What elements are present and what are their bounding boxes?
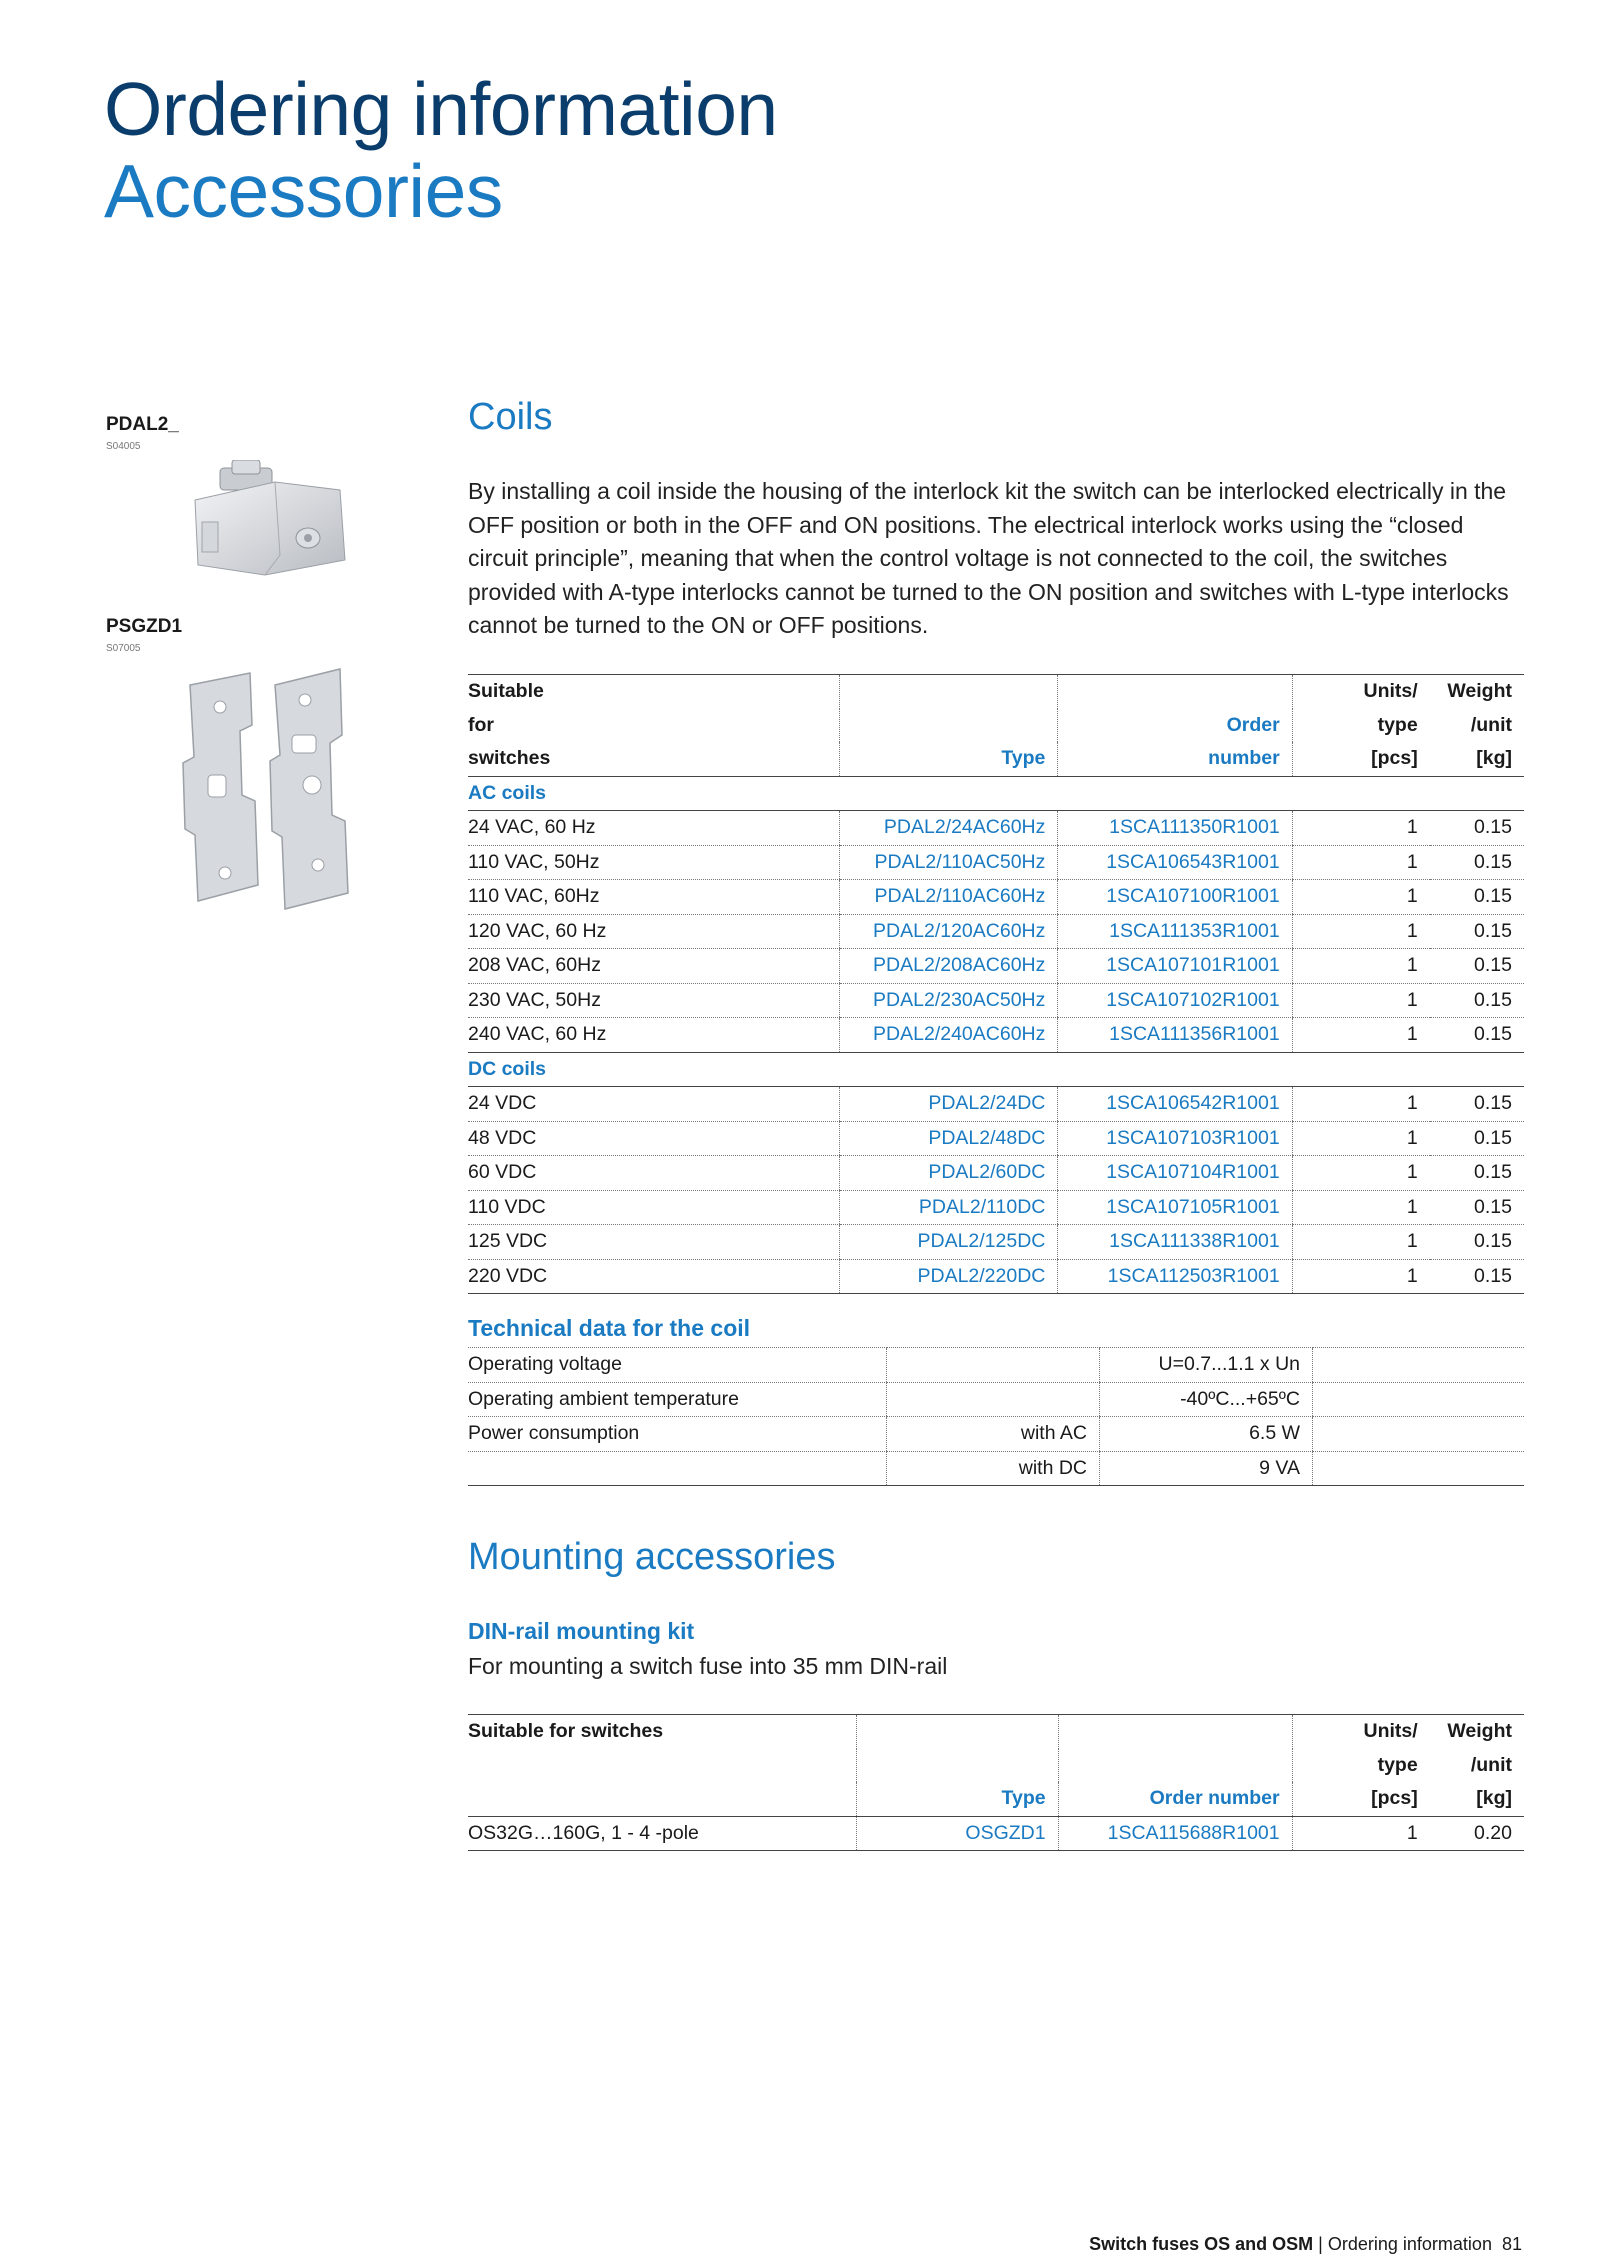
- page-title: Ordering information: [104, 67, 778, 151]
- cell-weight: 0.15: [1430, 1156, 1524, 1191]
- cell-type: PDAL2/48DC: [840, 1121, 1058, 1156]
- table-row: [468, 845, 1524, 880]
- cell-units: 1: [1292, 811, 1430, 846]
- footer-product: Switch fuses OS and OSM: [1089, 2234, 1314, 2254]
- cell-order-number: 1SCA107104R1001: [1058, 1156, 1292, 1191]
- cell-type: PDAL2/110AC50Hz: [840, 845, 1058, 880]
- page-footer: [1089, 2234, 1522, 2255]
- cell-order-number: 1SCA107103R1001: [1058, 1121, 1292, 1156]
- col-header-units-1: Units/: [1292, 675, 1430, 709]
- image-code-pdal2: S04005: [106, 441, 141, 452]
- cell-switch: 220 VDC: [468, 1259, 840, 1294]
- cell-switch: 208 VAC, 60Hz: [468, 949, 840, 984]
- cell-type: PDAL2/125DC: [840, 1225, 1058, 1260]
- cell-type: PDAL2/24AC60Hz: [840, 811, 1058, 846]
- tech-condition: [887, 1348, 1100, 1383]
- cell-switch: 110 VAC, 50Hz: [468, 845, 840, 880]
- tech-label: Operating voltage: [468, 1348, 887, 1383]
- cell-type: OSGZD1: [856, 1816, 1058, 1851]
- cell-switch: 240 VAC, 60 Hz: [468, 1018, 840, 1053]
- cell-switch: 230 VAC, 50Hz: [468, 983, 840, 1018]
- cell-order-number: 1SCA106542R1001: [1058, 1087, 1292, 1122]
- coil-image: [180, 460, 360, 580]
- table-row: [468, 1382, 1524, 1417]
- cell-weight: 0.15: [1430, 1121, 1524, 1156]
- table-row: [468, 1225, 1524, 1260]
- cell-type: PDAL2/110AC60Hz: [840, 880, 1058, 915]
- cell-weight: 0.15: [1430, 845, 1524, 880]
- cell-units: 1: [1292, 1225, 1430, 1260]
- tech-value: 9 VA: [1100, 1451, 1313, 1486]
- mounting-table: [468, 1714, 1524, 1851]
- din-rail-description: For mounting a switch fuse into 35 mm DIN-rail: [468, 1653, 948, 1679]
- cell-units: 1: [1292, 914, 1430, 949]
- tech-value: U=0.7...1.1 x Un: [1100, 1348, 1313, 1383]
- image-code-psgzd1: S07005: [106, 643, 141, 654]
- cell-units: 1: [1292, 1087, 1430, 1122]
- cell-weight: 0.15: [1430, 811, 1524, 846]
- table-row: [468, 1018, 1524, 1053]
- cell-units: 1: [1292, 845, 1430, 880]
- cell-weight: 0.15: [1430, 983, 1524, 1018]
- dc-coils-group-label: DC coils: [468, 1052, 1524, 1087]
- table-row: [468, 983, 1524, 1018]
- tech-label: Power consumption: [468, 1417, 887, 1452]
- cell-order-number: 1SCA111356R1001: [1058, 1018, 1292, 1053]
- tech-value: 6.5 W: [1100, 1417, 1313, 1452]
- tech-data-heading: Technical data for the coil: [468, 1315, 751, 1341]
- col-header-weight-2: /unit: [1470, 713, 1512, 736]
- col-header-units-1: Units/: [1292, 1715, 1430, 1749]
- table-row: [468, 1816, 1524, 1851]
- cell-weight: 0.15: [1430, 1190, 1524, 1225]
- table-row: [468, 811, 1524, 846]
- cell-type: PDAL2/230AC50Hz: [840, 983, 1058, 1018]
- cell-weight: 0.15: [1430, 1259, 1524, 1294]
- col-header-switch-3: switches: [468, 742, 840, 776]
- cell-type: PDAL2/110DC: [840, 1190, 1058, 1225]
- coils-table: [468, 674, 1524, 1294]
- cell-order-number: 1SCA112503R1001: [1058, 1259, 1292, 1294]
- col-header-units-3: [pcs]: [1292, 742, 1430, 776]
- table-row: [468, 1259, 1524, 1294]
- col-header-weight-1: Weight: [1430, 675, 1524, 709]
- table-row: [468, 949, 1524, 984]
- cell-weight: 0.15: [1430, 1087, 1524, 1122]
- cell-units: 1: [1292, 983, 1430, 1018]
- product-label-psgzd1: PSGZD1: [106, 616, 183, 637]
- cell-type: PDAL2/120AC60Hz: [840, 914, 1058, 949]
- cell-order-number: 1SCA107101R1001: [1058, 949, 1292, 984]
- col-header-units-3: [pcs]: [1292, 1782, 1430, 1816]
- col-header-switch-2: for: [468, 713, 494, 736]
- table-row: [468, 1156, 1524, 1191]
- col-header-weight-2: /unit: [1470, 1753, 1512, 1776]
- cell-weight: 0.15: [1430, 1225, 1524, 1260]
- tech-data-table: [468, 1347, 1524, 1486]
- col-header-type: Type: [840, 742, 1058, 776]
- cell-order-number: 1SCA106543R1001: [1058, 845, 1292, 880]
- col-header-switch: Suitable for switches: [468, 1715, 856, 1749]
- footer-section: Ordering information: [1327, 2234, 1492, 2254]
- col-header-units-2: type: [1292, 709, 1430, 743]
- mounting-heading: Mounting accessories: [468, 1536, 836, 1578]
- cell-weight: 0.15: [1430, 949, 1524, 984]
- page-number: 81: [1501, 2234, 1522, 2254]
- table-row: [468, 1087, 1524, 1122]
- col-header-order-2: number: [1058, 742, 1292, 776]
- cell-order-number: 1SCA111350R1001: [1058, 811, 1292, 846]
- col-header-order: Order number: [1058, 1782, 1292, 1816]
- cell-units: 1: [1292, 1121, 1430, 1156]
- col-header-weight-3: [kg]: [1430, 1782, 1524, 1816]
- cell-order-number: 1SCA107102R1001: [1058, 983, 1292, 1018]
- cell-order-number: 1SCA107100R1001: [1058, 880, 1292, 915]
- din-rail-heading: DIN-rail mounting kit: [468, 1618, 695, 1644]
- cell-switch: 110 VAC, 60Hz: [468, 880, 840, 915]
- col-header-units-2: type: [1292, 1749, 1430, 1783]
- cell-switch: 120 VAC, 60 Hz: [468, 914, 840, 949]
- coils-description: By installing a coil inside the housing of the interlock kit the switch can be interlocked electrically in the OFF position or both in the OFF and ON positions. The electrical interlock works using the “closed circuit principle”, meaning that when the control voltage is not connected to the coil, the switches provided with A-type interlocks cannot be turned to the ON position and switches with L-type interlocks cannot be turned to the ON or OFF positions.: [468, 478, 1509, 638]
- cell-switch: 24 VAC, 60 Hz: [468, 811, 840, 846]
- cell-order-number: 1SCA107105R1001: [1058, 1190, 1292, 1225]
- table-row: [468, 880, 1524, 915]
- cell-type: PDAL2/24DC: [840, 1087, 1058, 1122]
- cell-units: 1: [1292, 880, 1430, 915]
- table-row: [468, 1190, 1524, 1225]
- cell-switch: 24 VDC: [468, 1087, 840, 1122]
- cell-switch: OS32G…160G, 1 - 4 -pole: [468, 1816, 856, 1851]
- cell-switch: 48 VDC: [468, 1121, 840, 1156]
- cell-units: 1: [1292, 1259, 1430, 1294]
- tech-label: Operating ambient temperature: [468, 1382, 887, 1417]
- col-header-weight-3: [kg]: [1430, 742, 1524, 776]
- cell-units: 1: [1292, 1156, 1430, 1191]
- din-rail-kit-image: [180, 665, 360, 915]
- cell-type: PDAL2/240AC60Hz: [840, 1018, 1058, 1053]
- cell-units: 1: [1292, 1018, 1430, 1053]
- table-row: [468, 1417, 1524, 1452]
- cell-order-number: 1SCA111353R1001: [1058, 914, 1292, 949]
- cell-type: PDAL2/60DC: [840, 1156, 1058, 1191]
- cell-weight: 0.20: [1430, 1816, 1524, 1851]
- table-row: [468, 1348, 1524, 1383]
- footer-separator: |: [1318, 2234, 1323, 2254]
- table-row: [468, 914, 1524, 949]
- cell-weight: 0.15: [1430, 1018, 1524, 1053]
- col-header-order-1: Order: [1058, 709, 1292, 743]
- cell-weight: 0.15: [1430, 914, 1524, 949]
- col-header-switch-1: Suitable: [468, 675, 840, 709]
- cell-switch: 110 VDC: [468, 1190, 840, 1225]
- tech-condition: with DC: [887, 1451, 1100, 1486]
- cell-units: 1: [1292, 1816, 1430, 1851]
- table-row: [468, 1121, 1524, 1156]
- cell-order-number: 1SCA111338R1001: [1058, 1225, 1292, 1260]
- tech-condition: [887, 1382, 1100, 1417]
- tech-value: -40ºC...+65ºC: [1100, 1382, 1313, 1417]
- product-label-pdal2: PDAL2_: [106, 414, 179, 435]
- cell-type: PDAL2/208AC60Hz: [840, 949, 1058, 984]
- page-subtitle: Accessories: [104, 149, 503, 233]
- ac-coils-group-label: AC coils: [468, 776, 1524, 811]
- table-row: [468, 1451, 1524, 1486]
- cell-switch: 60 VDC: [468, 1156, 840, 1191]
- cell-switch: 125 VDC: [468, 1225, 840, 1260]
- tech-condition: with AC: [887, 1417, 1100, 1452]
- cell-type: PDAL2/220DC: [840, 1259, 1058, 1294]
- cell-order-number: 1SCA115688R1001: [1058, 1816, 1292, 1851]
- coils-heading: Coils: [468, 396, 553, 438]
- cell-weight: 0.15: [1430, 880, 1524, 915]
- cell-units: 1: [1292, 1190, 1430, 1225]
- col-header-weight-1: Weight: [1430, 1715, 1524, 1749]
- cell-units: 1: [1292, 949, 1430, 984]
- tech-label: [468, 1451, 887, 1486]
- col-header-type: Type: [856, 1782, 1058, 1816]
